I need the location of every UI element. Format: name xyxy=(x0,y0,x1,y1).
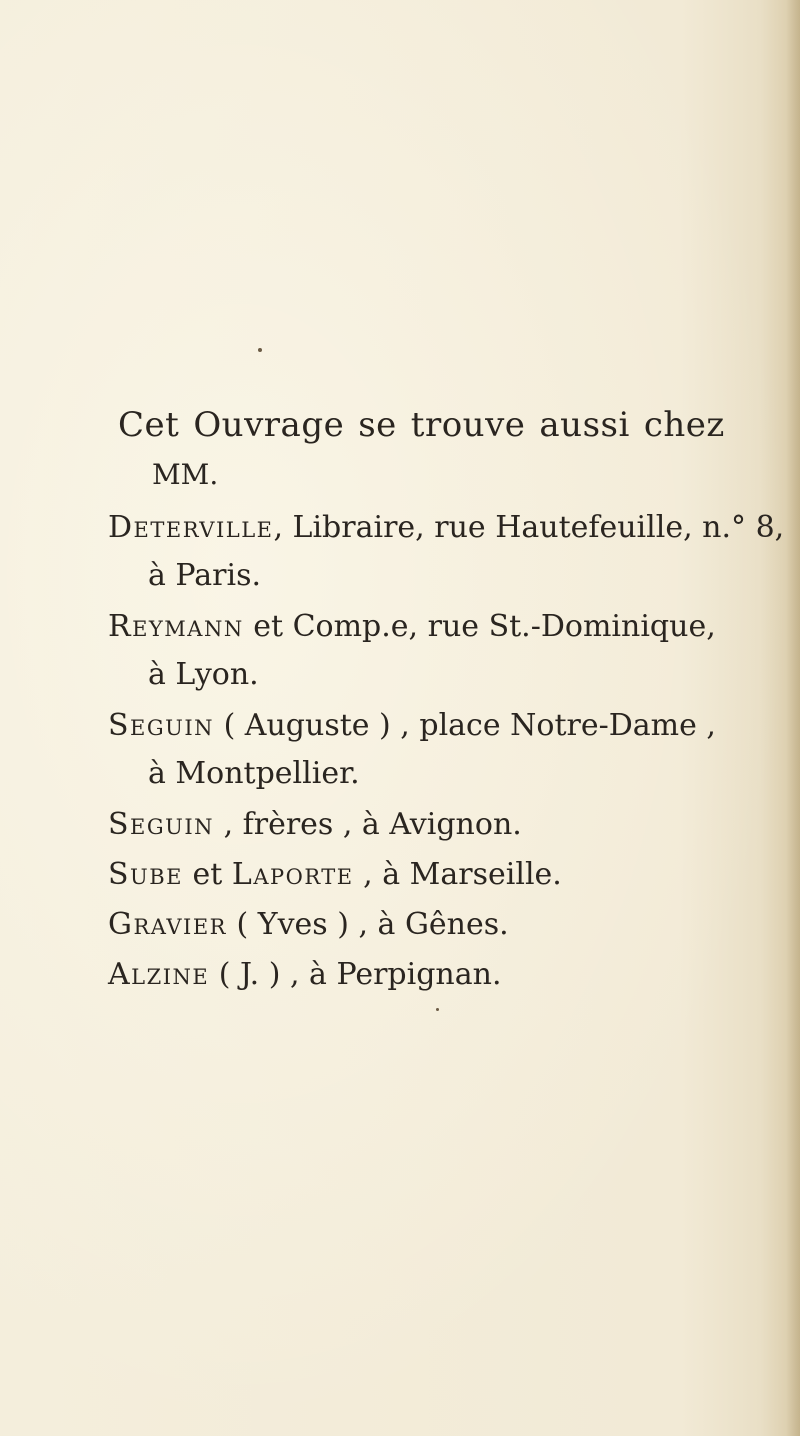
bookseller-entry xyxy=(108,510,785,593)
bookseller-name: Alzine xyxy=(108,957,210,992)
bookseller-conjunction: et xyxy=(183,857,232,892)
bookseller-name: Seguin xyxy=(108,708,215,743)
bookseller-address: ( Auguste ) , place Notre-Dame , xyxy=(214,708,716,743)
bookseller-entry xyxy=(108,807,522,842)
notice-heading xyxy=(118,405,739,445)
bookseller-entry xyxy=(108,957,502,992)
bookseller-address: , Libraire, rue Hautefeuille, n.° 8, xyxy=(273,510,785,545)
bookseller-address: ( J. ) , à Perpignan. xyxy=(209,957,502,992)
bookseller-name: Gravier xyxy=(108,907,227,942)
bookseller-address: et Comp.e, rue St.-Dominique, xyxy=(243,609,716,644)
heading-word: chez xyxy=(643,405,725,445)
bookseller-address: ( Yves ) , à Gênes. xyxy=(227,907,509,942)
heading-word: trouve xyxy=(410,405,526,445)
bookseller-city: à Montpellier. xyxy=(148,756,360,791)
bookseller-name: Laporte xyxy=(231,857,354,892)
bookseller-address: , à Marseille. xyxy=(353,857,562,892)
ink-speck xyxy=(258,348,262,352)
bookseller-name: Reymann xyxy=(108,609,244,644)
heading-word: aussi xyxy=(539,405,630,445)
bookseller-name: Sube xyxy=(108,857,184,892)
bookseller-address: , frères , à Avignon. xyxy=(214,807,522,842)
bookseller-entry xyxy=(108,708,716,791)
bookseller-entry xyxy=(108,907,509,942)
salutation: MM. xyxy=(152,458,219,491)
bookseller-city: à Lyon. xyxy=(148,657,259,692)
heading-word: Ouvrage xyxy=(193,405,345,445)
page-edge-shadow xyxy=(786,0,800,1436)
heading-word: se xyxy=(358,405,397,445)
bookseller-city: à Paris. xyxy=(148,558,262,593)
bookseller-entry xyxy=(108,857,562,892)
heading-word: Cet xyxy=(118,405,180,445)
bookseller-name: Deterville xyxy=(108,510,274,545)
bookseller-entry xyxy=(108,609,716,692)
bookseller-name: Seguin xyxy=(108,807,215,842)
ink-speck xyxy=(436,1008,439,1011)
